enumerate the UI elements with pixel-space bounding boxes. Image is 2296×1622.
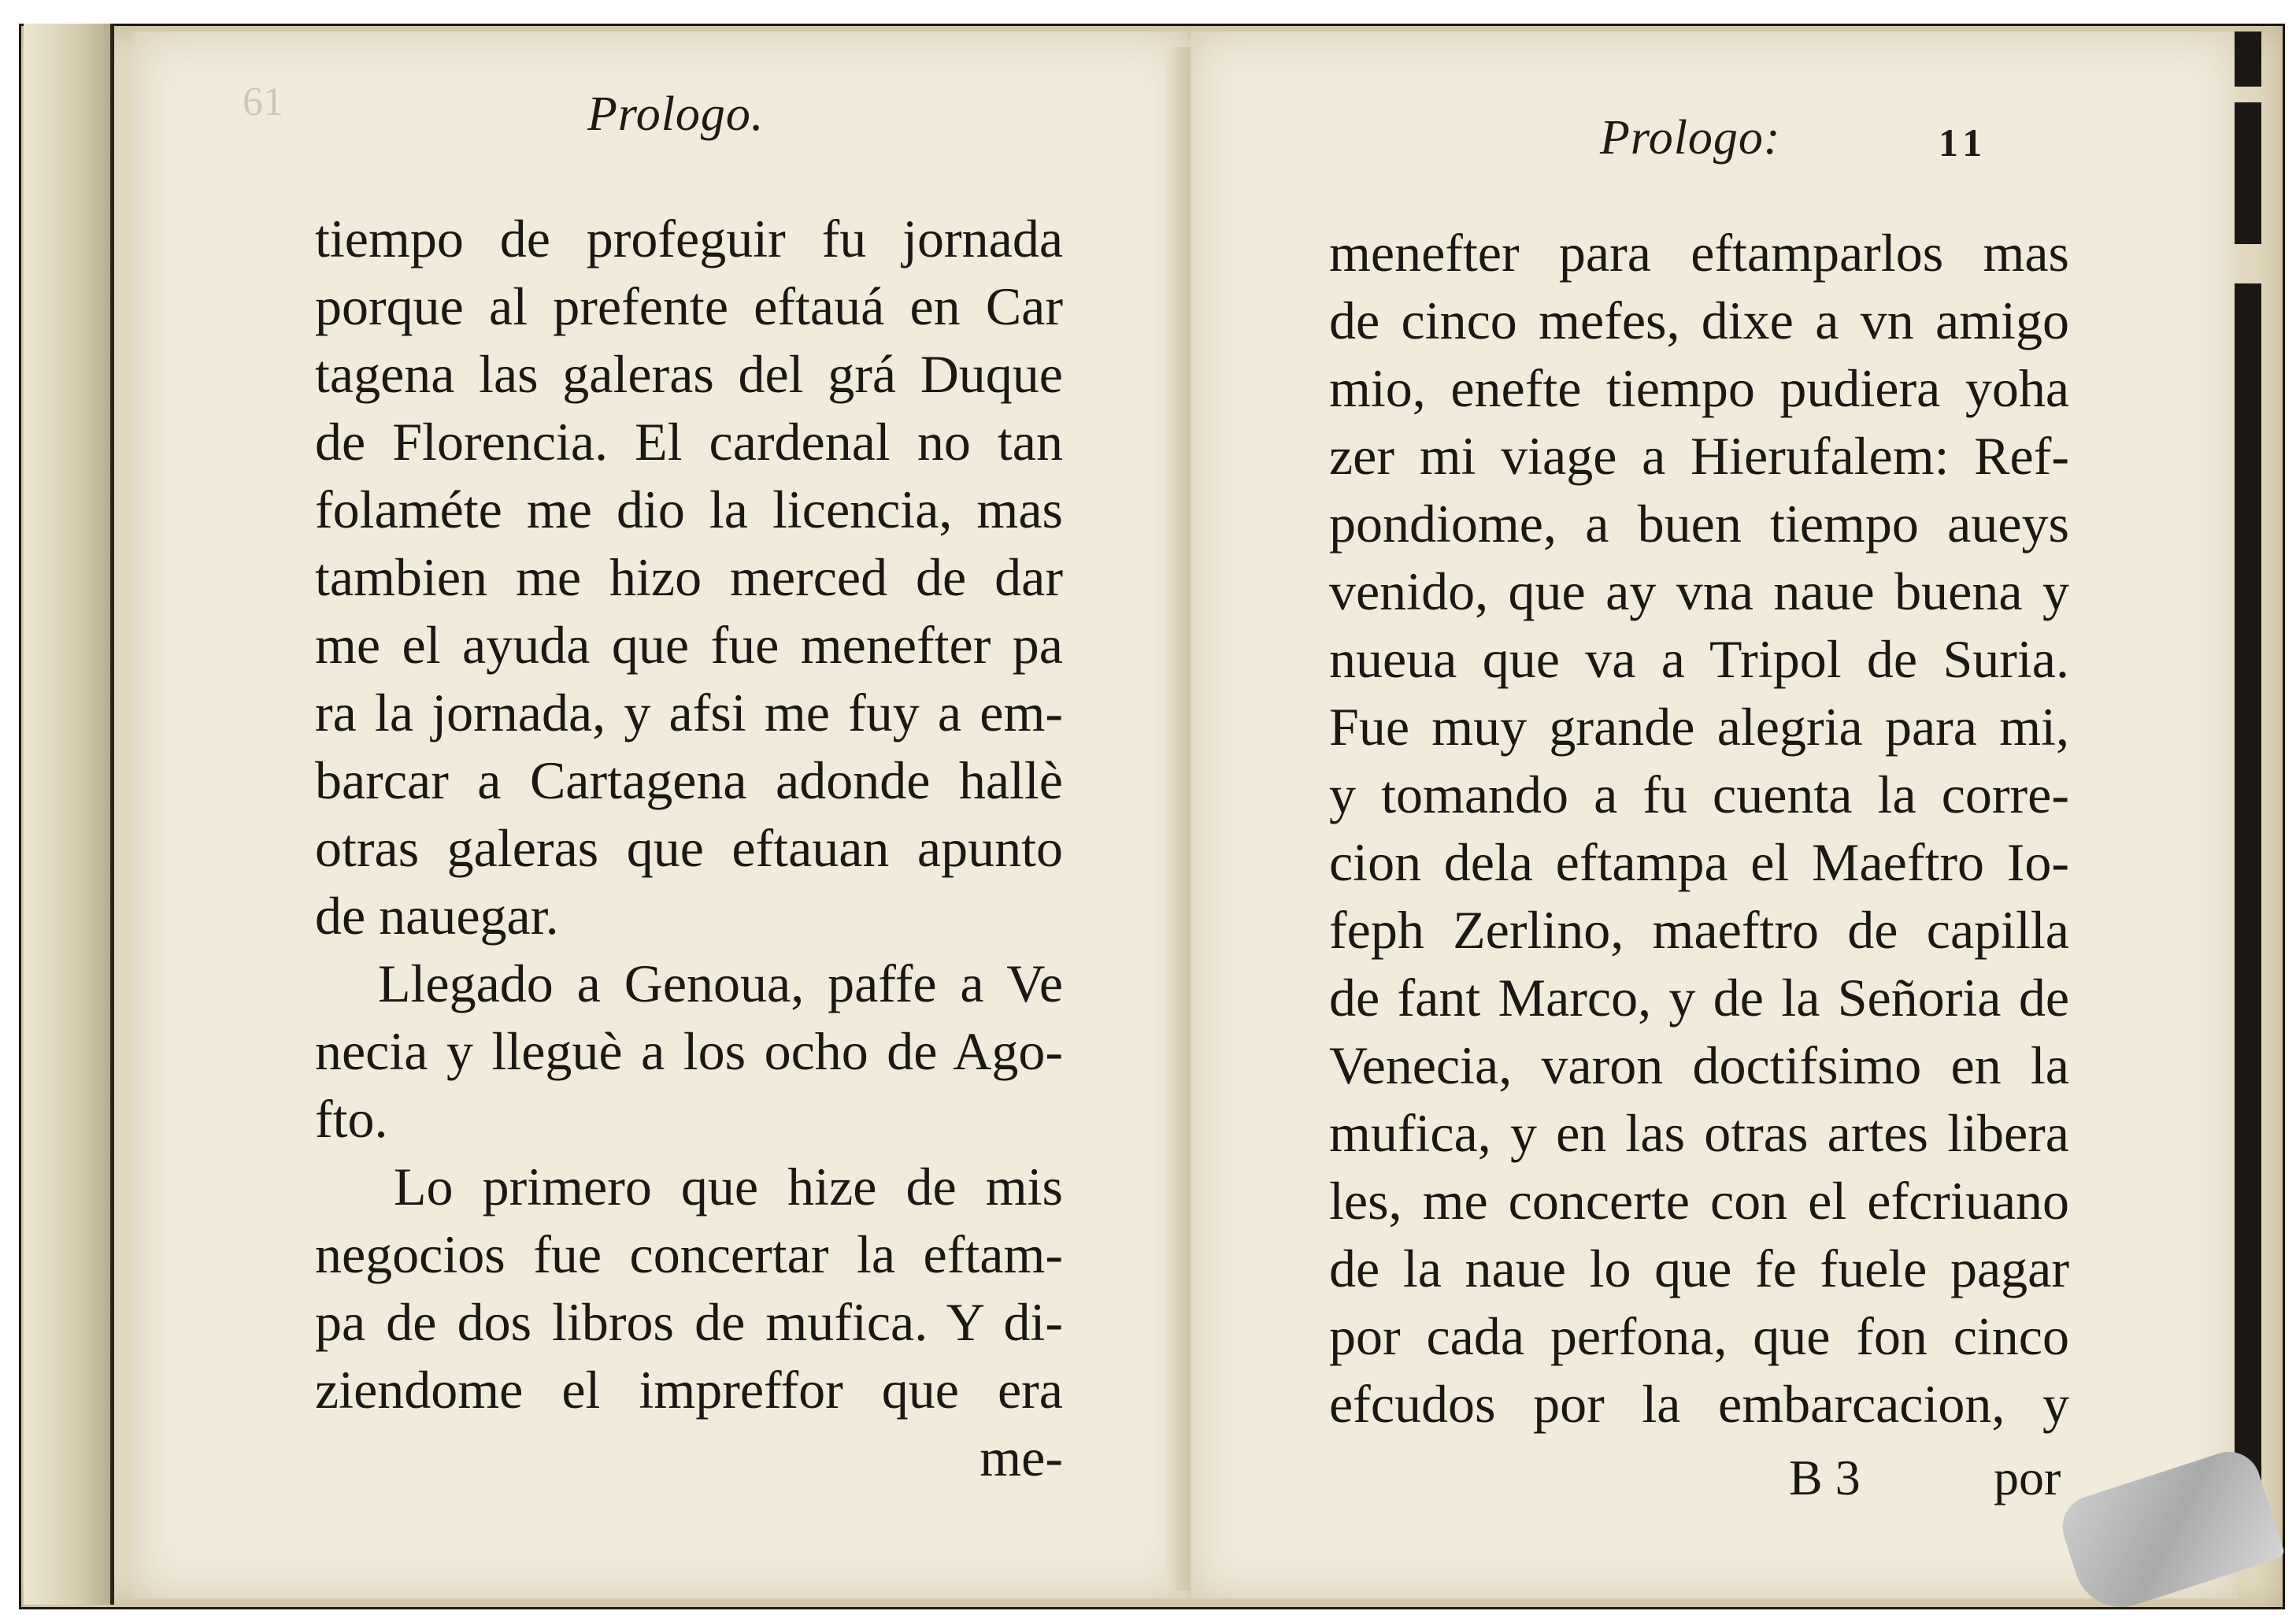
text-line: venido, que ay vna naue buena y — [1329, 561, 2069, 621]
text-line: porque al prefente eftauá en Car — [315, 276, 1063, 336]
text-line: nueua que va a Tripol de Suria. — [1329, 629, 2069, 689]
catchword: por — [1994, 1450, 2061, 1505]
text-line: otras galeras que eftauan apunto — [315, 818, 1063, 878]
left-page — [132, 31, 1187, 1598]
right-text-block — [1329, 219, 2069, 1438]
text-line: zer mi viage a Hierufalem: Ref- — [1329, 426, 2069, 486]
text-line: cion dela eftampa el Maeftro Io- — [1329, 832, 2069, 892]
signature-mark: B 3 — [1789, 1450, 1861, 1505]
scan-edge-mark — [2235, 31, 2261, 87]
text-line: les, me concerte con el efcriuano — [1329, 1171, 2069, 1231]
left-running-head: Prologo. — [587, 87, 765, 141]
text-line: de nauegar. — [315, 886, 559, 946]
text-line: mufica, y en las otras artes libera — [1329, 1103, 2069, 1163]
text-line: ra la jornada, y afsi me fuy a em- — [315, 683, 1063, 742]
text-line: folaméte me dio la licencia, mas — [315, 480, 1063, 539]
text-line: feph Zerlino, maeftro de capilla — [1329, 900, 2069, 960]
scan-edge-mark — [2235, 102, 2261, 244]
text-line: Llegado a Genoua, paffe a Ve — [378, 954, 1063, 1013]
text-line: fto. — [315, 1089, 388, 1149]
text-line: ziendome el impreffor que era — [315, 1360, 1063, 1420]
scan-edge-mark — [2235, 283, 2261, 1543]
text-line: pa de dos libros de mufica. Y di- — [315, 1292, 1063, 1352]
text-line: por cada perfona, que fon cinco — [1329, 1306, 2069, 1366]
text-line: Lo primero que hize de mis — [394, 1157, 1063, 1216]
text-line: Fue muy grande alegria para mi, — [1329, 697, 2069, 757]
text-line: necia y lleguè a los ocho de Ago- — [315, 1021, 1063, 1081]
text-line: de la naue lo que fe fuele pagar — [1329, 1239, 2069, 1298]
text-line: pondiome, a buen tiempo aueys — [1329, 494, 2069, 554]
text-line: efcudos por la embarcacion, y — [1329, 1374, 2069, 1434]
text-line: Venecia, varon doctifsimo en la — [1329, 1035, 2069, 1095]
binding-edge — [24, 24, 114, 1605]
right-page — [1191, 31, 2238, 1598]
right-running-head: Prologo: — [1600, 111, 1781, 165]
text-line: de Florencia. El cardenal no tan — [315, 412, 1063, 472]
bleed-through-page-number: 61 — [243, 80, 283, 124]
left-text-block — [315, 205, 1063, 1491]
text-line: barcar a Cartagena adonde hallè — [315, 750, 1063, 810]
text-line: negocios fue concertar la eftam- — [315, 1224, 1063, 1284]
text-line: de cinco mefes, dixe a vn amigo — [1329, 291, 2069, 350]
text-line: tambien me hizo merced de dar — [315, 547, 1063, 607]
page-number: 11 — [1939, 120, 1989, 165]
text-line: de fant Marco, y de la Señoria de — [1329, 968, 2069, 1028]
text-line: tagena las galeras del grá Duque — [315, 344, 1063, 404]
text-line: y tomando a fu cuenta la corre- — [1329, 765, 2069, 824]
text-line: tiempo de profeguir fu jornada — [315, 209, 1063, 268]
catchword: me- — [980, 1428, 1063, 1487]
text-line: menefter para eftamparlos mas — [1329, 223, 2069, 283]
text-line: me el ayuda que fue menefter pa — [315, 615, 1063, 675]
text-line: mio, enefte tiempo pudiera yoha — [1329, 358, 2069, 418]
